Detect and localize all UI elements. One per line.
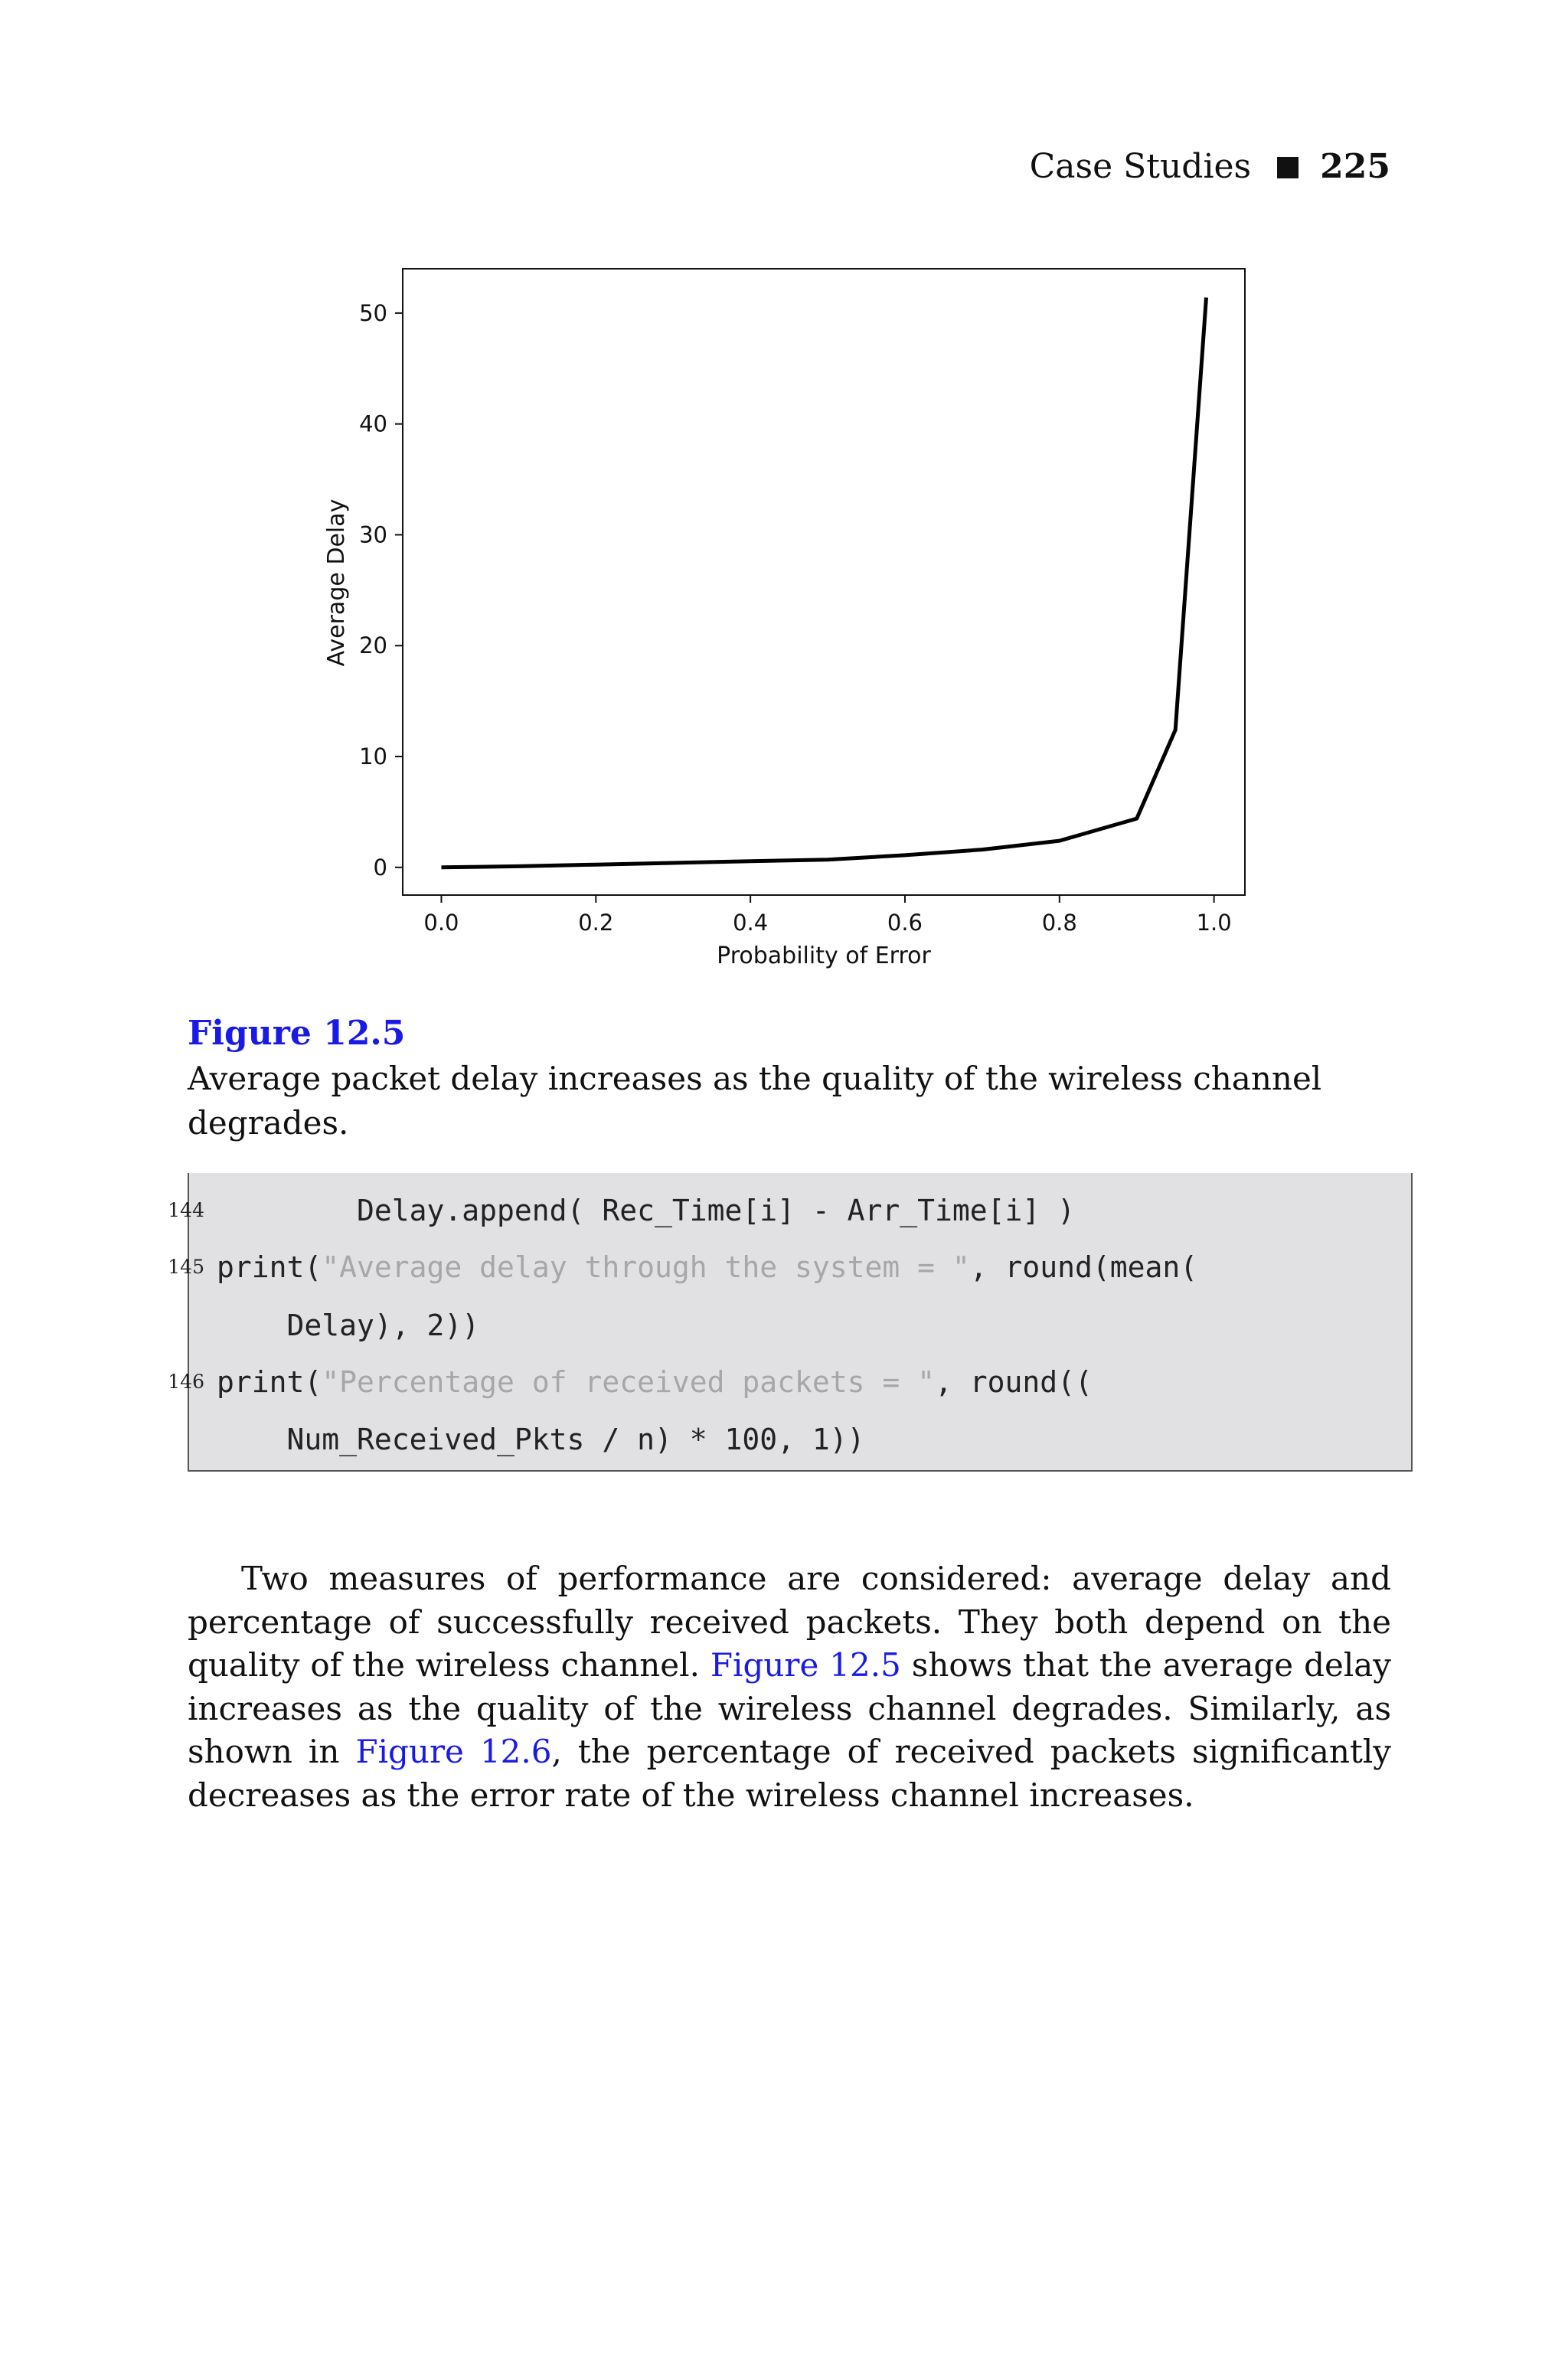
code-line bbox=[168, 1248, 1198, 1286]
line-number: 144 bbox=[168, 1199, 204, 1221]
x-tick-label: 1.0 bbox=[1196, 910, 1232, 936]
code-token: print( bbox=[217, 1250, 322, 1284]
line-number: 145 bbox=[168, 1256, 204, 1278]
figure-label: Figure 12.5 bbox=[188, 1014, 406, 1053]
x-tick-label: 0.0 bbox=[423, 910, 459, 936]
code-listing bbox=[168, 1173, 1413, 1472]
figure-12-5-link[interactable]: Figure 12.5 bbox=[710, 1646, 901, 1684]
x-tick-label: 0.4 bbox=[733, 910, 769, 936]
code-line bbox=[168, 1191, 1076, 1230]
x-tick-label: 0.2 bbox=[578, 910, 614, 936]
y-tick-label: 20 bbox=[359, 632, 387, 659]
paragraph-text-1: Two measures of performance are considered: average delay and percentage of successfully received packets. They both depend on the quality of the wireless channel. bbox=[188, 1560, 1391, 1684]
y-tick-label: 40 bbox=[359, 410, 387, 437]
y-axis-label: Average Delay bbox=[323, 498, 350, 667]
x-tick-label: 0.8 bbox=[1041, 910, 1077, 936]
line-chart bbox=[0, 0, 1568, 995]
page-number: 225 bbox=[1320, 147, 1390, 186]
paragraph-text-2: shows that the average delay increases as the quality of the wireless channel degrades. Similarly, as shown in bbox=[188, 1646, 1392, 1770]
figure-caption-text: Average packet delay increases as the quality of the wireless channel degrades. bbox=[188, 1060, 1322, 1142]
figure-12-6-link[interactable]: Figure 12.6 bbox=[355, 1733, 552, 1770]
running-head-section: Case Studies bbox=[1029, 147, 1252, 186]
code-token: , round(( bbox=[935, 1365, 1093, 1399]
paragraph-text-3: , the percentage of received packets significantly decreases as the error rate of the wireless channel increases. bbox=[188, 1733, 1392, 1814]
y-tick-label: 10 bbox=[359, 743, 387, 770]
code-string: "Average delay through the system = " bbox=[322, 1250, 970, 1284]
x-axis-label: Probability of Error bbox=[717, 943, 931, 969]
code-token: Num_Received_Pkts / n) * 100, 1)) bbox=[217, 1423, 865, 1456]
code-token: , round(mean( bbox=[969, 1250, 1198, 1284]
y-tick-label: 30 bbox=[359, 521, 387, 548]
code-token: print( bbox=[217, 1365, 322, 1399]
code-token: Delay.append( Rec_Time[i] - Arr_Time[i] ) bbox=[217, 1194, 1076, 1227]
figure-caption bbox=[188, 1011, 1413, 1145]
code-line bbox=[168, 1363, 1093, 1401]
line-number: 146 bbox=[168, 1371, 204, 1393]
code-line bbox=[217, 1420, 864, 1459]
x-tick-label: 0.6 bbox=[887, 910, 923, 936]
body-paragraph bbox=[188, 1557, 1391, 1817]
y-tick-label: 0 bbox=[373, 854, 387, 881]
y-tick-label: 50 bbox=[359, 299, 387, 326]
plot-frame bbox=[403, 269, 1245, 895]
code-string: "Percentage of received packets = " bbox=[322, 1365, 936, 1399]
data-series-line bbox=[442, 298, 1207, 868]
code-line bbox=[217, 1306, 479, 1345]
code-token: Delay), 2)) bbox=[217, 1309, 480, 1342]
